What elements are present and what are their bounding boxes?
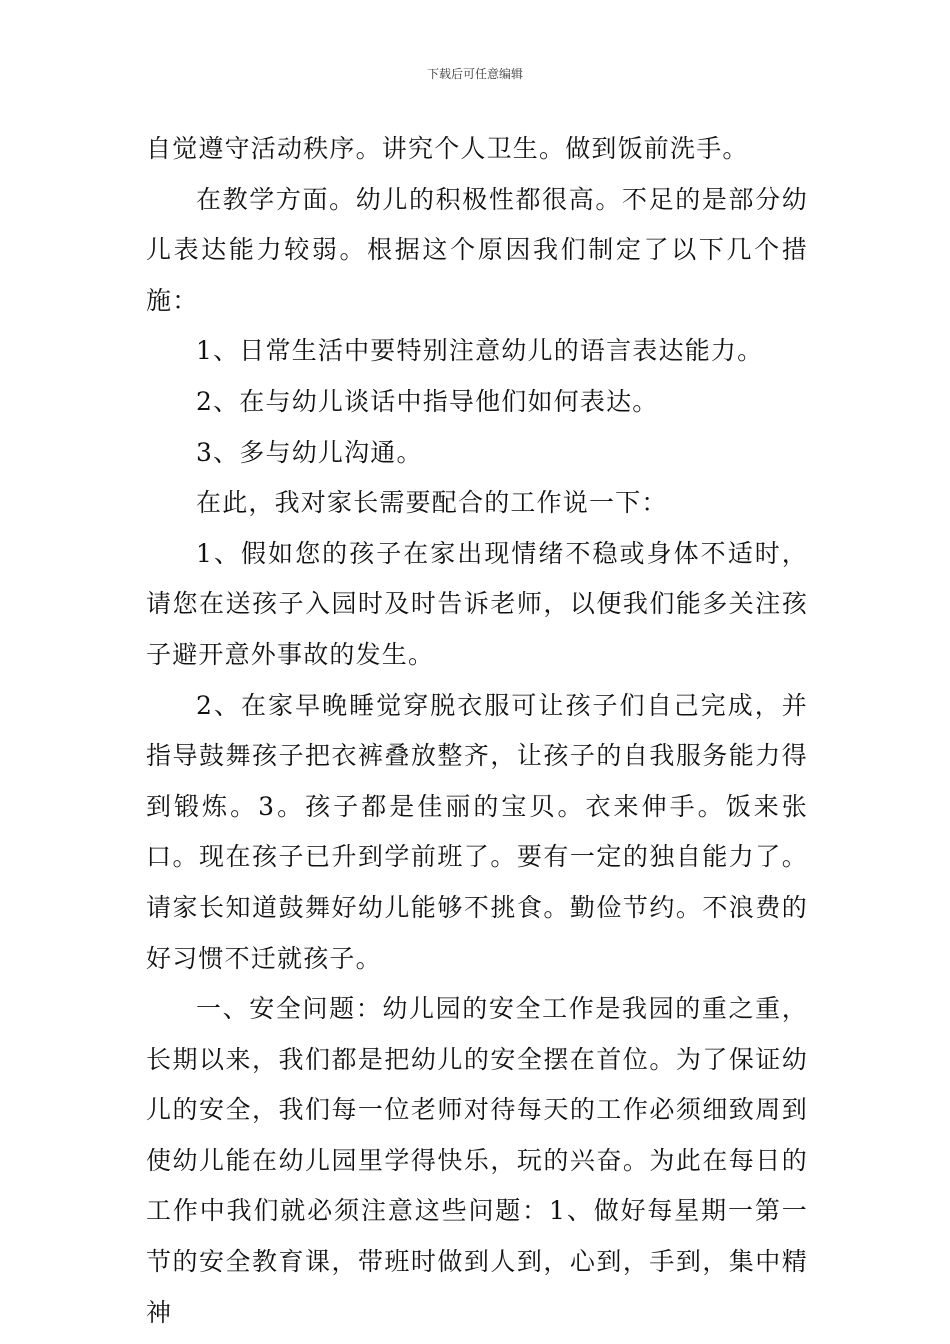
paragraph: 在此，我对家长需要配合的工作说一下： [196,488,668,518]
page-header: 下载后可任意编辑 [426,67,523,81]
paragraph: 在教学方面。幼儿的积极性都很高。不足的是部分幼儿表达能力较弱。根据这个原因我们制定了以下几个措施： [146,184,808,315]
list-item: 1、日常生活中要特别注意幼儿的语言表达能力。 [196,336,764,366]
list-item: 2、在与幼儿谈话中指导他们如何表达。 [196,386,659,416]
list-item: 2、在家早晚睡觉穿脱衣服可让孩子们自己完成，并指导鼓舞孩子把衣裤叠放整齐，让孩子的自我服务能力得到锻炼。3。孩子都是佳丽的宝贝。衣来伸手。饭来张口。现在孩子已升到学前班了。要有一定的独自能力了。请家长知道鼓舞好幼儿能够不挑食。勤俭节约。不浪费的好习惯不迁就孩子。 [146,690,808,973]
paragraph: 自觉遵守活动秩序。讲究个人卫生。做到饭前洗手。 [146,134,749,163]
list-item: 1、假如您的孩子在家出现情绪不稳或身体不适时，请您在送孩子入园时及时告诉老师，以便我们能多关注孩子避开意外事故的发生。 [146,538,808,669]
list-item: 3、多与幼儿沟通。 [196,437,423,467]
paragraph: 一、安全问题：幼儿园的安全工作是我园的重之重，长期以来，我们都是把幼儿的安全摆在首位。为了保证幼儿的安全，我们每一位老师对待每天的工作必须细致周到使幼儿能在幼儿园里学得快乐，玩的兴奋。为此在每日的工作中我们就必须注意这些问题：1、做好每星期一第一节的安全教育课，带班时做到人到，心到，手到，集中精神 [146,994,808,1327]
document-body [146,124,808,1338]
